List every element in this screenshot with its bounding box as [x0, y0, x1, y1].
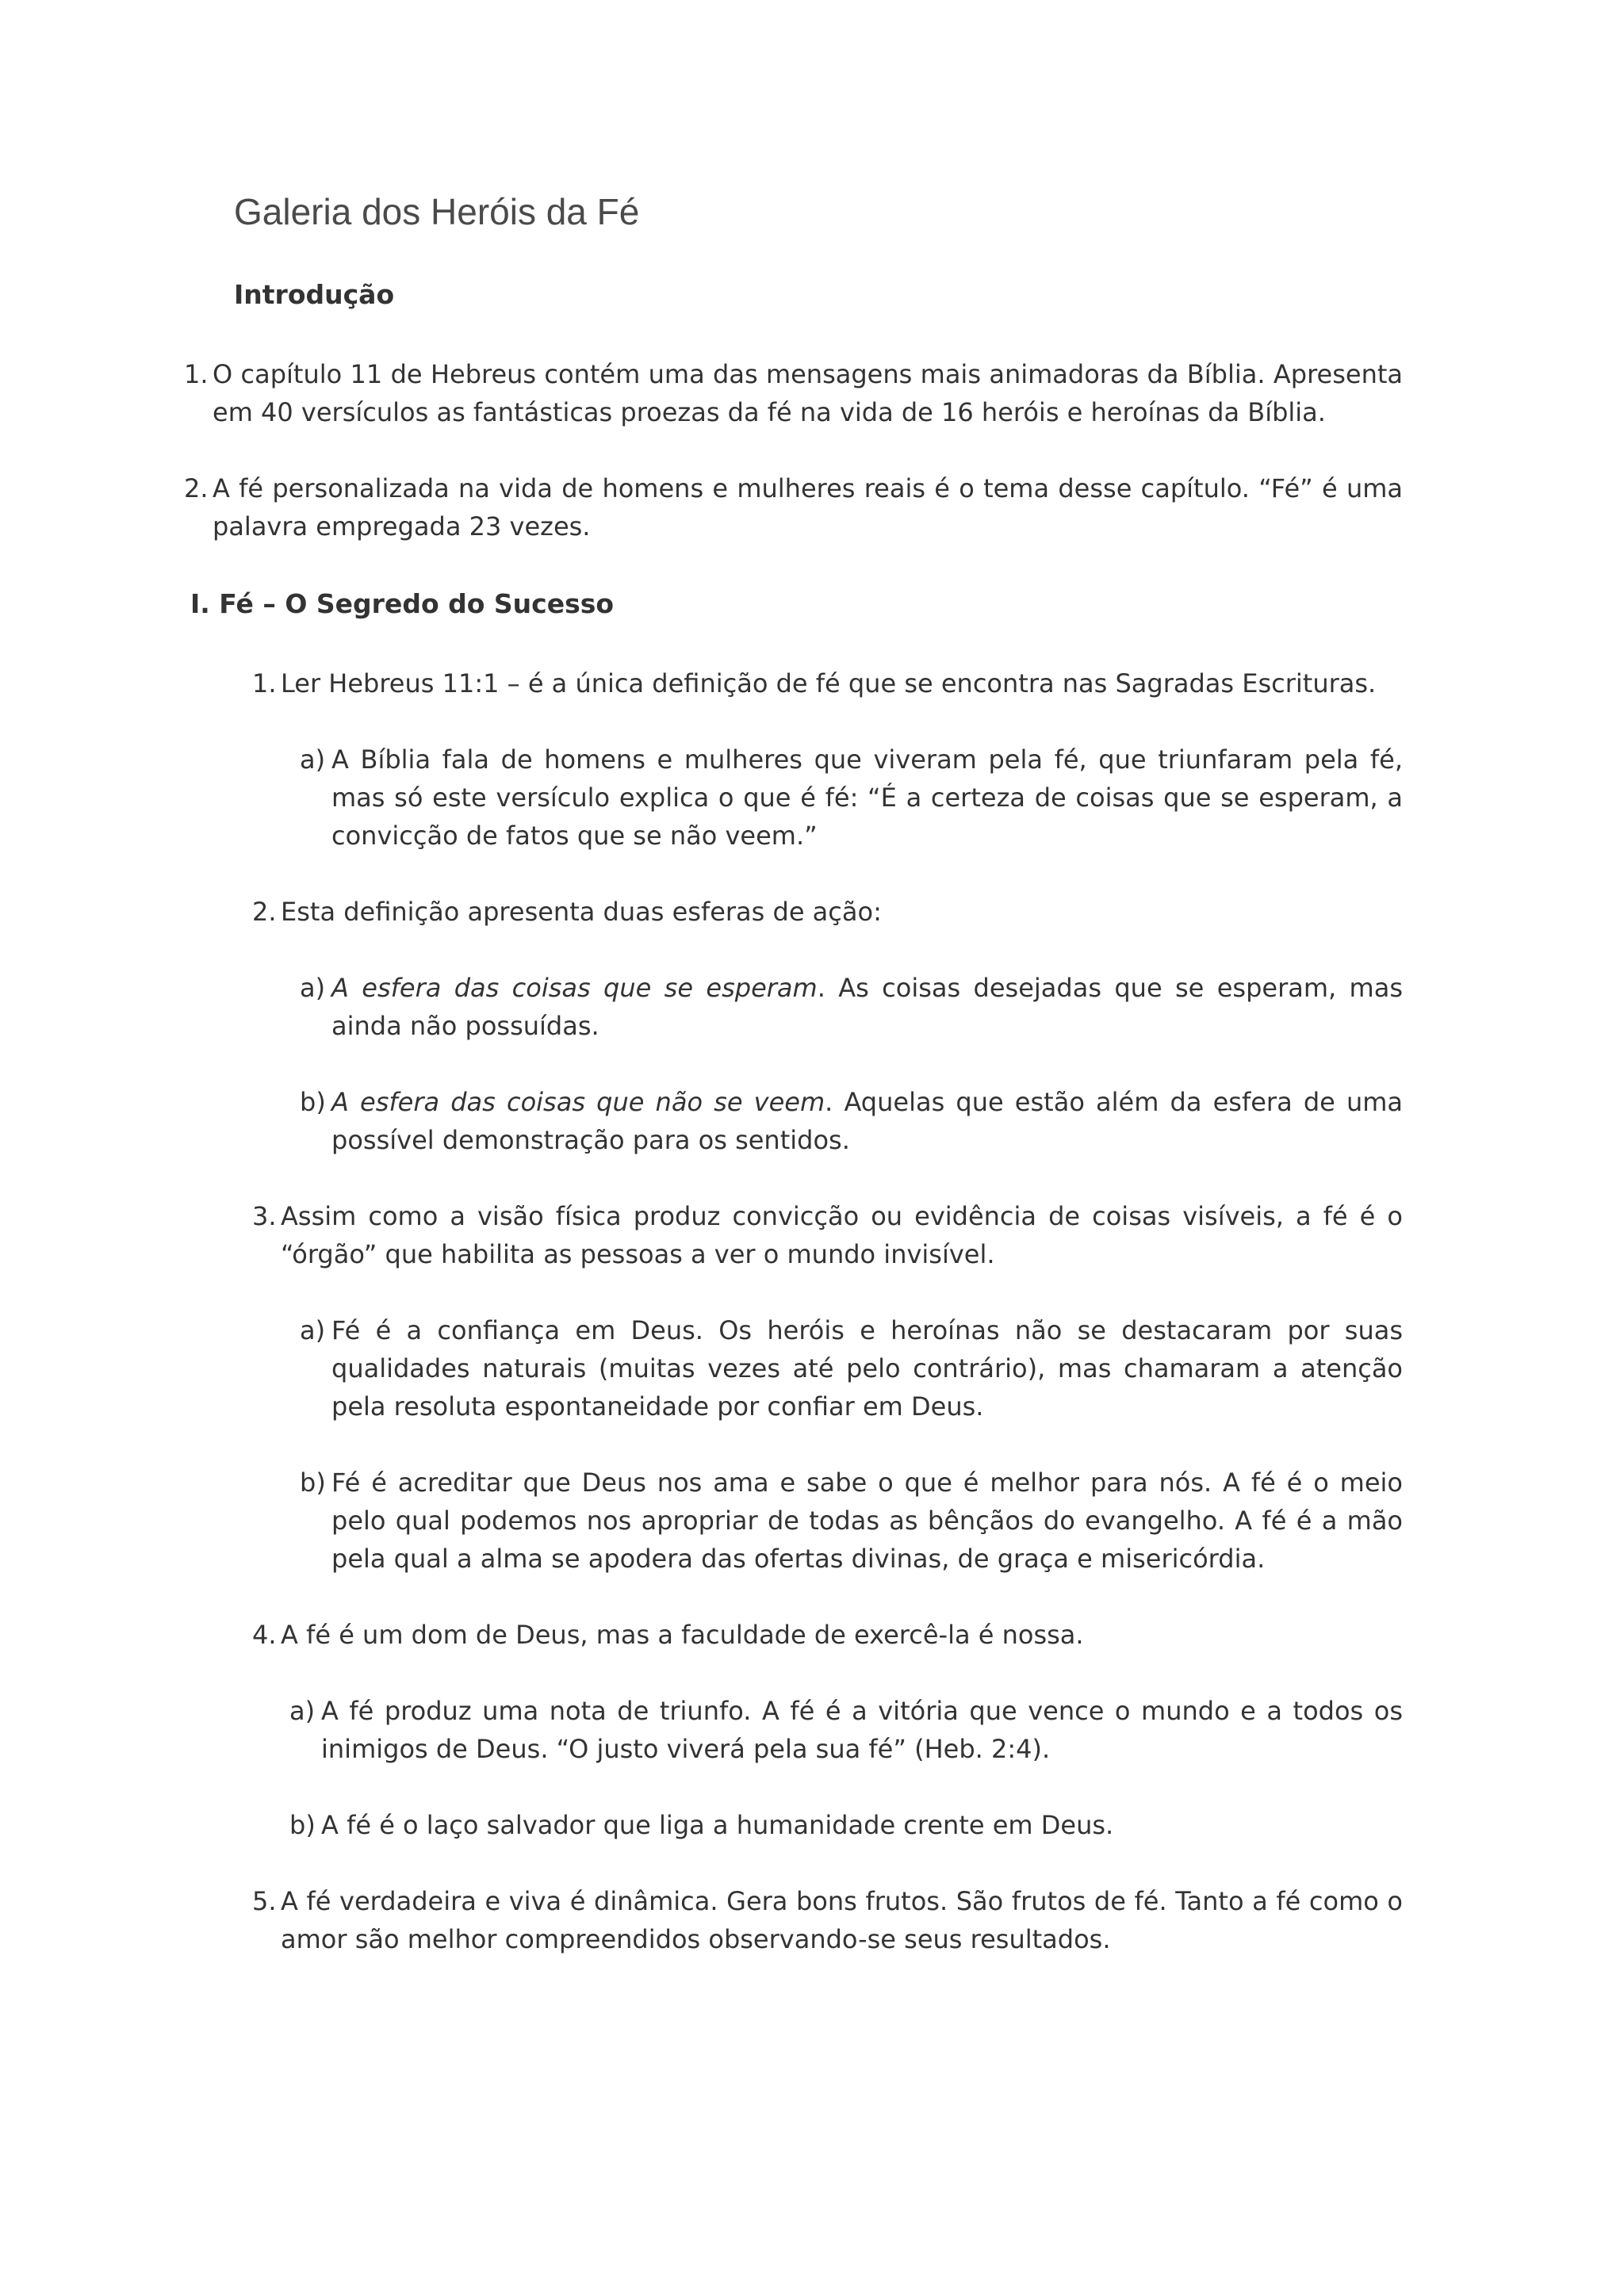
s1-item-3a-text: Fé é a confiança em Deus. Os heróis e heroínas não se destacaram por suas qualidades naturais (muitas vezes até pelo contrário), mas chamaram a atenção pela resoluta espontaneidade por confiar em Deus. — [331, 1315, 1403, 1422]
s1-item-2b-italic: A esfera das coisas que não se veem — [331, 1087, 825, 1117]
s1-item-4b — [289, 1806, 1403, 1844]
s1-item-4a-letter: a) — [289, 1696, 316, 1726]
s1-item-4b-text: A fé é o laço salvador que liga a humanidade crente em Deus. — [321, 1810, 1114, 1840]
s1-item-3a — [300, 1311, 1403, 1425]
intro-item-1-text: O capítulo 11 de Hebreus contém uma das mensagens mais animadoras da Bíblia. Apresenta em 40 versículos as fantásticas proezas da fé na vida de 16 heróis e heroínas da Bíblia. — [213, 359, 1403, 427]
intro-item-2-number: 2. — [184, 473, 209, 503]
s1-item-2b-text: . Aquelas que estão além da esfera de uma possível demonstração para os sentidos. — [331, 1087, 1404, 1155]
intro-item-2-text: A fé personalizada na vida de homens e mulheres reais é o tema desse capítulo. “Fé” é uma palavra empregada 23 vezes. — [213, 473, 1403, 541]
s1-item-4-text: A fé é um dom de Deus, mas a faculdade de exercê-la é nossa. — [281, 1620, 1084, 1650]
section-1-heading: I. Fé – O Segredo do Sucesso — [190, 588, 615, 619]
s1-item-3-number: 3. — [252, 1201, 277, 1231]
s1-item-1 — [252, 664, 1403, 702]
s1-item-3b-text: Fé é acreditar que Deus nos ama e sabe o que é melhor para nós. A fé é o meio pelo qual podemos nos apropriar de todas as bênçãos do evangelho. A fé é a mão pela qual a alma se apodera das ofertas divinas, de graça e misericórdia. — [331, 1468, 1403, 1574]
s1-item-3 — [252, 1197, 1403, 1273]
s1-item-1-number: 1. — [252, 668, 277, 698]
s1-item-2 — [252, 893, 1403, 931]
s1-item-3b-letter: b) — [300, 1468, 326, 1498]
intro-item-1-number: 1. — [184, 359, 209, 389]
s1-item-2a-italic: A esfera das coisas que se esperam — [331, 973, 818, 1003]
intro-item-1 — [184, 355, 1403, 431]
s1-item-1a — [300, 740, 1403, 855]
s1-item-4-number: 4. — [252, 1620, 277, 1650]
s1-item-1-text: Ler Hebreus 11:1 – é a única definição de fé que se encontra nas Sagradas Escrituras. — [281, 668, 1377, 698]
s1-item-5 — [252, 1882, 1403, 1958]
s1-item-2-number: 2. — [252, 897, 277, 927]
s1-item-4 — [252, 1616, 1403, 1654]
s1-item-2b — [300, 1083, 1403, 1159]
s1-item-2a-letter: a) — [300, 973, 326, 1003]
s1-item-2b-letter: b) — [300, 1087, 326, 1117]
s1-item-5-number: 5. — [252, 1886, 277, 1916]
s1-item-3-text: Assim como a visão física produz convicção ou evidência de coisas visíveis, a fé é o “órgão” que habilita as pessoas a ver o mundo invisível. — [281, 1201, 1403, 1269]
s1-item-2b-body — [300, 1083, 1403, 1159]
s1-item-4a-text: A fé produz uma nota de triunfo. A fé é a vitória que vence o mundo e a todos os inimigos de Deus. “O justo viverá pela sua fé” (Heb. 2:4). — [321, 1696, 1403, 1764]
s1-item-4b-letter: b) — [289, 1810, 316, 1840]
s1-item-3a-letter: a) — [300, 1315, 326, 1345]
s1-item-1a-text: A Bíblia fala de homens e mulheres que viveram pela fé, que triunfaram pela fé, mas só este versículo explica o que é fé: “É a certeza de coisas que se esperam, a convicção de fatos que se não veem.” — [331, 744, 1403, 851]
s1-item-2-text: Esta definição apresenta duas esferas de ação: — [281, 897, 882, 927]
intro-item-2 — [184, 469, 1403, 545]
s1-item-4a — [289, 1692, 1403, 1768]
s1-item-2a-body — [300, 969, 1403, 1045]
page-title: Galeria dos Heróis da Fé — [234, 191, 640, 232]
s1-item-2a — [300, 969, 1403, 1045]
s1-item-1a-letter: a) — [300, 744, 326, 775]
s1-item-3b — [300, 1464, 1403, 1578]
s1-item-2a-text: . As coisas desejadas que se esperam, mas ainda não possuídas. — [331, 973, 1404, 1041]
intro-heading: Introdução — [234, 279, 395, 310]
s1-item-5-text: A fé verdadeira e viva é dinâmica. Gera bons frutos. São frutos de fé. Tanto a fé como o amor são melhor compreendidos observando-se seus resultados. — [281, 1886, 1403, 1954]
